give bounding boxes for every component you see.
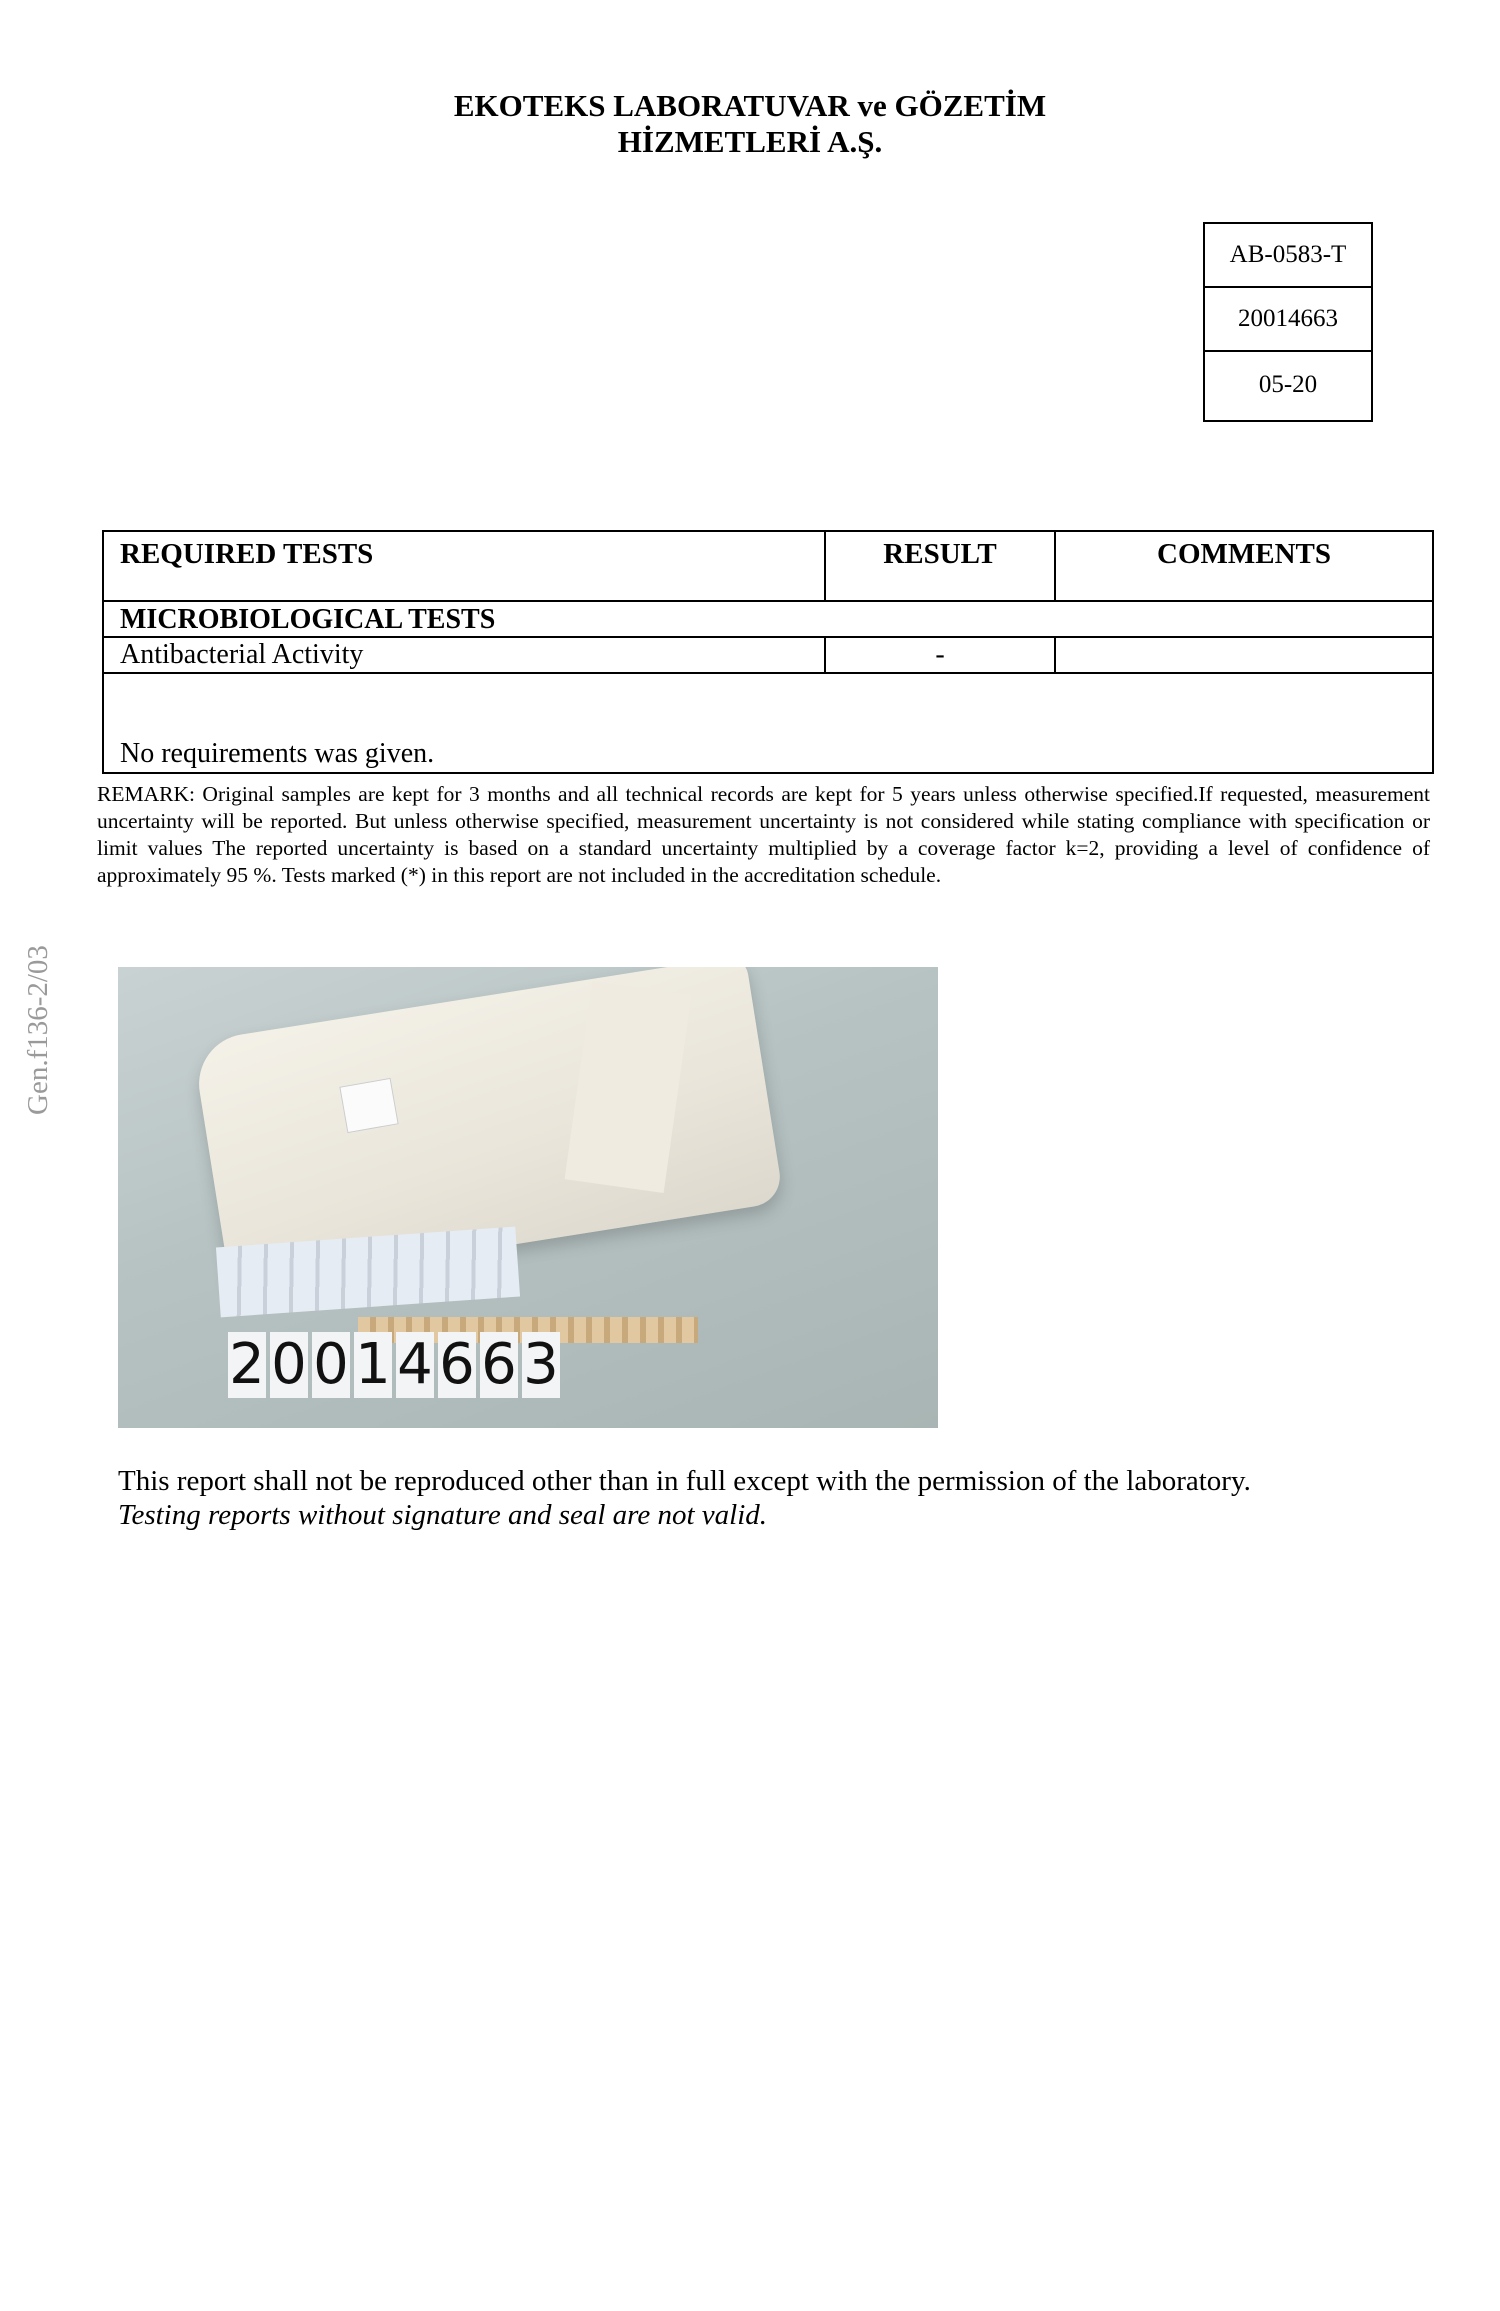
test-name: Antibacterial Activity: [104, 638, 826, 672]
sample-photo: [118, 967, 938, 1428]
remark-text: REMARK: Original samples are kept for 3 months and all technical records are kept for 5 years unless otherwise specified.If requested, measurement uncertainty will be reported. But unless otherwise specified, measurement uncertainty is not considered while stating compliance with specification or limit values The reported uncertainty is based on a standard uncertainty multiplied by a coverage factor k=2, providing a level of confidence of approximately 95 %. Tests marked (*) in this report are not included in the accreditation schedule.: [97, 782, 1430, 887]
validity-note: Testing reports without signature and seal are not valid.: [118, 1499, 768, 1531]
sample-number-digits: [228, 1332, 560, 1398]
report-header: [0, 88, 1500, 160]
reproduction-note: This report shall not be reproduced other than in full except with the permission of the laboratory.: [118, 1465, 1251, 1497]
header-result: RESULT: [826, 532, 1056, 600]
header-comments: COMMENTS: [1157, 538, 1331, 570]
sample-digit: 0: [313, 1332, 349, 1397]
sample-digit: 6: [439, 1332, 475, 1397]
section-title: MICROBIOLOGICAL TESTS: [104, 602, 1432, 638]
requirement-note: No requirements was given.: [120, 738, 435, 769]
barcode-label: [339, 1078, 398, 1133]
table-row: [104, 638, 1432, 674]
sample-digit: 3: [523, 1332, 559, 1397]
requirement-row: [104, 674, 1432, 772]
sample-digit: 1: [355, 1332, 391, 1397]
footer-notes: [118, 1464, 1251, 1532]
company-name-line1: EKOTEKS LABORATUVAR ve GÖZETİM: [453, 88, 1047, 123]
accreditation-code: AB-0583-T: [1205, 224, 1371, 288]
report-id-box: [1203, 222, 1373, 422]
report-number: 20014663: [1205, 288, 1371, 352]
form-code: Gen.f136-2/03: [22, 945, 54, 1115]
sample-digit: 6: [481, 1332, 517, 1397]
sample-digit: 0: [271, 1332, 307, 1397]
sample-digit: 4: [397, 1332, 433, 1397]
company-name-line2: HİZMETLERİ A.Ş.: [617, 124, 883, 159]
tests-table: [102, 530, 1434, 774]
report-date: 05-20: [1258, 371, 1318, 398]
test-result: -: [826, 638, 1056, 672]
header-required-tests: REQUIRED TESTS: [104, 532, 826, 600]
test-comments: [1056, 638, 1432, 672]
table-header-row: [104, 532, 1432, 602]
sample-digit: 2: [229, 1332, 265, 1397]
